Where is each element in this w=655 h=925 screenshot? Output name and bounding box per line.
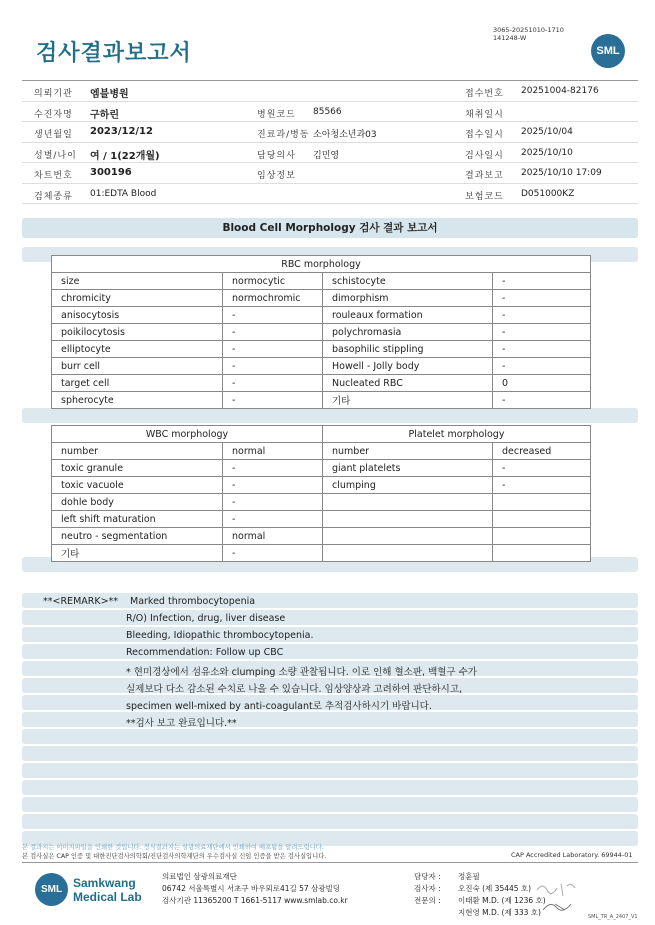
table-cell <box>323 545 493 562</box>
table-cell: normal <box>223 528 323 545</box>
info-label: 병원코드 <box>257 109 296 120</box>
table-cell <box>323 511 493 528</box>
table-cell <box>323 494 493 511</box>
table-row <box>52 324 591 341</box>
table-row <box>52 375 591 392</box>
table-cell: Nucleated RBC <box>323 375 493 392</box>
table-cell: number <box>323 443 493 460</box>
table-cell: left shift maturation <box>52 511 223 528</box>
info-label: 차트번호 <box>34 171 73 181</box>
staff-row <box>414 907 546 919</box>
info-label: 결과보고 <box>465 171 504 181</box>
wbc-header: WBC morphology <box>52 426 323 443</box>
info-value: 2025/10/10 17:09 <box>521 168 602 178</box>
info-value: 01:EDTA Blood <box>90 188 157 199</box>
table-cell <box>493 545 591 562</box>
table-cell: decreased <box>493 443 591 460</box>
table-cell: 0 <box>493 375 591 392</box>
table-cell: Howell - Jolly body <box>323 358 493 375</box>
table-cell: - <box>223 324 323 341</box>
table-cell: neutro - segmentation <box>52 528 223 545</box>
info-value: 김민영 <box>313 150 340 161</box>
table-row <box>52 307 591 324</box>
remark-line: Recommendation: Follow up CBC <box>126 647 284 658</box>
row-band <box>22 627 638 642</box>
table-row <box>52 273 591 290</box>
table-cell: normochromic <box>223 290 323 307</box>
info-value: 구하린 <box>90 109 119 121</box>
info-value: 20251004-82176 <box>521 86 599 96</box>
remark-line: R/O) Infection, drug, liver disease <box>126 613 286 624</box>
remark-label: **<REMARK>** <box>43 596 119 607</box>
table-cell: - <box>223 341 323 358</box>
info-value: 2025/10/04 <box>521 127 573 137</box>
table-cell: toxic vacuole <box>52 477 223 494</box>
table-cell: number <box>52 443 223 460</box>
row-band <box>22 780 638 795</box>
table-cell: clumping <box>323 477 493 494</box>
table-cell: - <box>223 375 323 392</box>
logo-line2: Medical Lab <box>73 889 142 904</box>
row-band <box>22 763 638 778</box>
info-label: 의뢰기관 <box>34 89 73 99</box>
info-value: 여 / 1(22개월) <box>90 150 160 162</box>
staff-label: 검사자 : <box>414 884 441 893</box>
section-title: Blood Cell Morphology 검사 결과 보고서 <box>22 218 638 238</box>
row-band <box>22 814 638 829</box>
table-cell: - <box>493 460 591 477</box>
staff-row <box>414 895 546 907</box>
table-cell: elliptocyte <box>52 341 223 358</box>
staff-info <box>414 871 546 919</box>
document-id-line2: 141248-W <box>493 34 527 42</box>
remark-line: **검사 보고 완료입니다.** <box>126 718 237 729</box>
info-label: 생년월일 <box>34 130 73 140</box>
info-row <box>22 163 638 184</box>
table-cell: - <box>223 494 323 511</box>
document-id <box>493 26 564 42</box>
row-band <box>22 644 638 659</box>
table-cell <box>493 528 591 545</box>
remark-line: 실제보다 다소 감소된 수치로 나올 수 있습니다. 임상양상과 고려하여 판단하시고, <box>126 684 463 695</box>
table-cell <box>493 511 591 528</box>
row-band <box>22 746 638 761</box>
cap-accreditation: CAP Accredited Laboratory. 69944-01 <box>511 851 633 859</box>
remark-line: Marked thrombocytopenia <box>130 596 256 607</box>
info-value: 2025/10/10 <box>521 147 573 158</box>
table-row <box>52 477 591 494</box>
info-label: 담당의사 <box>257 150 296 161</box>
table-cell: - <box>223 545 323 562</box>
table-row <box>52 392 591 409</box>
table-cell: burr cell <box>52 358 223 375</box>
sml-logo-circle: SML <box>35 873 68 906</box>
table-cell: - <box>493 307 591 324</box>
staff-label: 전문의 : <box>414 896 441 905</box>
remark-line: * 현미경상에서 섬유소와 clumping 소량 관찰됩니다. 이로 인해 혈소판, 백혈구 수가 <box>126 667 477 678</box>
table-cell: toxic granule <box>52 460 223 477</box>
table-row <box>52 358 591 375</box>
info-label: 수진자명 <box>34 109 73 120</box>
staff-label: 담당자 : <box>414 872 441 881</box>
table-row <box>52 494 591 511</box>
document-id-line1: 3065-20251010-1710 <box>493 26 564 34</box>
info-value: D051000KZ <box>521 188 575 199</box>
table-cell: - <box>223 392 323 409</box>
table-row <box>52 460 591 477</box>
table-cell: - <box>223 477 323 494</box>
page-title: 검사결과보고서 <box>36 41 192 66</box>
table-cell: chromicity <box>52 290 223 307</box>
signature-image <box>533 876 583 918</box>
table-cell: - <box>223 511 323 528</box>
info-row <box>22 122 638 143</box>
table-cell: normocytic <box>223 273 323 290</box>
info-row <box>22 81 638 102</box>
rbc-header: RBC morphology <box>52 256 591 273</box>
table-cell: - <box>493 341 591 358</box>
table-cell: dimorphism <box>323 290 493 307</box>
form-code: SML_TR_A_2407_V1 <box>588 914 638 920</box>
table-cell <box>323 528 493 545</box>
row-band <box>22 712 638 727</box>
staff-value: 오진숙 (제 35445 호) <box>458 884 532 893</box>
staff-value: 지현영 M.D. (제 333 호) <box>458 908 541 917</box>
staff-row <box>414 871 546 883</box>
info-label: 임상정보 <box>257 171 296 181</box>
staff-value: 이태환 M.D. (제 1236 호) <box>458 896 546 905</box>
patient-info <box>22 80 638 204</box>
org-address: 06742 서울특별시 서초구 바우뫼로41길 57 삼광빌딩 <box>162 884 341 893</box>
info-label: 성별/나이 <box>34 150 77 161</box>
row-band <box>22 408 638 423</box>
logo-line1: Samkwang <box>73 875 136 890</box>
info-row <box>22 184 638 205</box>
table-cell: giant platelets <box>323 460 493 477</box>
info-label: 채취일시 <box>465 109 504 120</box>
org-name: 의료법인 삼광의료재단 <box>162 872 237 881</box>
table-cell: rouleaux formation <box>323 307 493 324</box>
table-row <box>52 528 591 545</box>
footer-divider <box>22 862 638 863</box>
sml-logo: SML <box>591 34 625 68</box>
table-cell: - <box>493 477 591 494</box>
platelet-header: Platelet morphology <box>323 426 591 443</box>
org-contact: 검사기관 11365200 T 1661-5117 www.smlab.co.kr <box>162 896 348 905</box>
info-value: 소아청소년과03 <box>313 130 377 140</box>
table-row <box>52 545 591 562</box>
table-cell: anisocytosis <box>52 307 223 324</box>
table-cell: schistocyte <box>323 273 493 290</box>
remark-line: Bleeding, Idiopathic thrombocytopenia. <box>126 630 314 641</box>
table-cell <box>493 494 591 511</box>
row-band <box>22 729 638 744</box>
info-label: 진료과/병동 <box>257 130 310 140</box>
info-label: 검체종류 <box>34 191 73 202</box>
table-row <box>52 443 591 460</box>
table-cell: 기타 <box>323 392 493 409</box>
table-row <box>52 290 591 307</box>
info-label: 검사일시 <box>465 150 504 161</box>
table-cell: size <box>52 273 223 290</box>
table-cell: - <box>223 460 323 477</box>
table-cell: dohle body <box>52 494 223 511</box>
table-cell: - <box>223 358 323 375</box>
info-row <box>22 143 638 164</box>
info-value: 300196 <box>90 167 132 178</box>
info-row <box>22 102 638 123</box>
info-label: 접수번호 <box>465 89 504 99</box>
info-value: 엠블병원 <box>90 89 129 100</box>
table-row <box>52 511 591 528</box>
table-cell: - <box>493 290 591 307</box>
samkwang-logo <box>35 873 142 906</box>
info-label: 접수일시 <box>465 130 504 140</box>
table-cell: - <box>493 392 591 409</box>
table-cell: - <box>493 324 591 341</box>
table-cell: - <box>493 358 591 375</box>
table-cell: 기타 <box>52 545 223 562</box>
table-cell: - <box>493 273 591 290</box>
rbc-morphology-table <box>51 255 591 409</box>
info-label: 보험코드 <box>465 191 504 202</box>
table-cell: spherocyte <box>52 392 223 409</box>
footer-note-image: 본 결과지는 이미지파일을 인쇄한 것입니다. 정식결과지는 삼광의료재단에서 인쇄하여 배포됨을 알려드립니다. <box>22 844 324 851</box>
table-cell: target cell <box>52 375 223 392</box>
table-cell: normal <box>223 443 323 460</box>
table-cell: - <box>223 307 323 324</box>
remark-line: specimen well-mixed by anti-coagulant로 추적검사하시기 바랍니다. <box>126 701 432 712</box>
info-value: 85566 <box>313 106 342 117</box>
footer-note-accreditation: 본 검사실은 CAP 인증 및 대한진단검사의학회/진단검사의학재단의 우수검사실 신임 인증을 받은 검사실입니다. <box>22 853 327 860</box>
row-band <box>22 610 638 625</box>
table-row <box>52 341 591 358</box>
staff-value: 정훈필 <box>458 872 480 881</box>
wbc-platelet-morphology-table <box>51 425 591 562</box>
table-cell: basophilic stippling <box>323 341 493 358</box>
info-value: 2023/12/12 <box>90 126 153 137</box>
staff-row <box>414 883 546 895</box>
row-band <box>22 797 638 812</box>
organization-info <box>162 871 348 907</box>
table-cell: polychromasia <box>323 324 493 341</box>
table-cell: poikilocytosis <box>52 324 223 341</box>
